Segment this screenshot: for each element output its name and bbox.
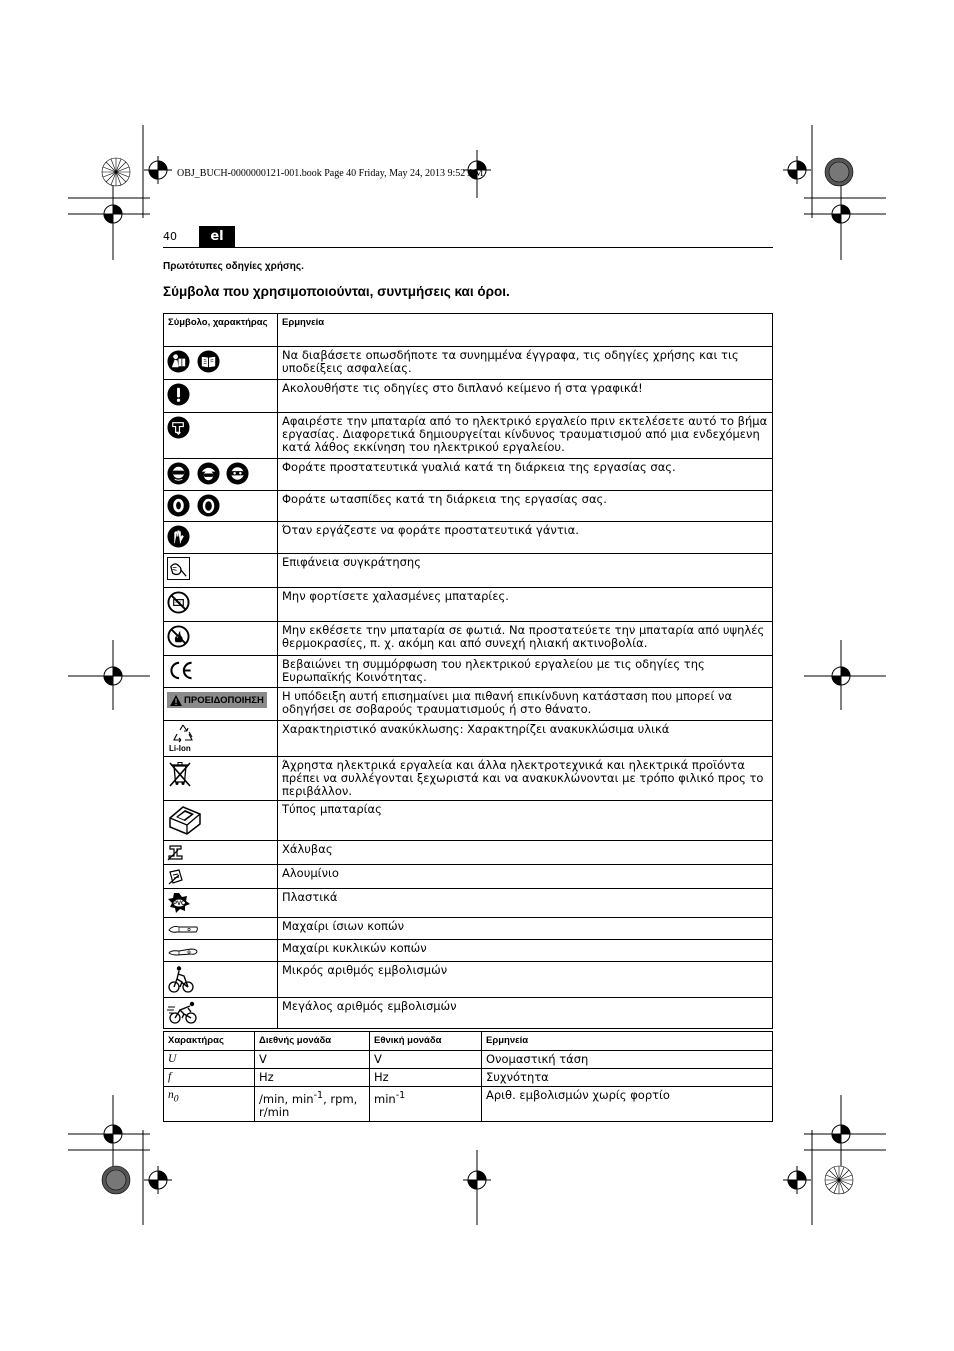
symbol-cell xyxy=(164,801,278,841)
symbol-cell xyxy=(164,347,278,380)
warning-badge xyxy=(167,692,267,708)
header-meaning: Ερμηνεία xyxy=(482,1032,773,1051)
meaning-cell: Χάλυβας xyxy=(278,841,773,865)
table-row xyxy=(164,522,773,554)
symbol-cell xyxy=(164,889,278,918)
meaning-cell: Όταν εργάζεστε να φοράτε προστατευτικά γάντια. xyxy=(278,522,773,554)
symbol-cell xyxy=(164,622,278,656)
symbol-table-header xyxy=(164,314,773,347)
table-row xyxy=(164,757,773,801)
open-book-icon xyxy=(197,350,220,373)
symbol-cell xyxy=(164,918,278,940)
gloves-icon xyxy=(167,525,190,548)
warning-badge-label: ΠΡΟΕΙΔΟΠΟΙΗΣΗ xyxy=(184,694,264,706)
plastic-icon xyxy=(167,892,191,914)
table-row xyxy=(164,413,773,459)
li-ion-label: Li-Ion xyxy=(169,744,191,753)
symbol-cell xyxy=(164,962,278,998)
unit-table-header xyxy=(164,1032,773,1051)
straight-knife-icon xyxy=(167,921,199,935)
intl-unit-sup: -1 xyxy=(313,1090,324,1101)
header-meaning: Ερμηνεία xyxy=(278,314,773,347)
crossed-bin-icon xyxy=(167,760,193,788)
symbol-cell: U xyxy=(164,1051,255,1069)
meaning-cell: Συχνότητα xyxy=(482,1069,773,1087)
meaning-cell: Ονομαστική τάση xyxy=(482,1051,773,1069)
warning-triangle-icon xyxy=(170,695,182,706)
meaning-cell: Η υπόδειξη αυτή επισημαίνει μια πιθανή επικίνδυνη κατάσταση που μπορεί να οδηγήσει σε σοβαρούς τραυματισμούς ή στο θάνατο. xyxy=(278,688,773,721)
intl-unit-text-post: , rpm, r/min xyxy=(259,1091,358,1119)
table-row xyxy=(164,998,773,1029)
symbol-cell xyxy=(164,757,278,801)
header-national-unit: Εθνική μονάδα xyxy=(370,1032,482,1051)
ear-protection-icon xyxy=(167,494,190,517)
language-tag: el xyxy=(199,226,235,247)
intl-unit-cell: Hz xyxy=(255,1069,370,1087)
curved-knife-icon xyxy=(167,943,199,957)
table-row xyxy=(164,841,773,865)
national-unit-sup: -1 xyxy=(395,1090,406,1101)
symbol-cell xyxy=(164,413,278,459)
table-row xyxy=(164,918,773,940)
meaning-cell: Μαχαίρι κυκλικών κοπών xyxy=(278,940,773,962)
table-row xyxy=(164,459,773,491)
document-subtitle: Πρωτότυπες οδηγίες χρήσης. xyxy=(163,261,304,272)
intl-unit-text: /min, min xyxy=(259,1091,314,1106)
symbol-cell xyxy=(164,688,278,721)
meaning-cell: Να διαβάσετε οπωσδήποτε τα συνημμένα έγγραφα, τις οδηγίες χρήσης και τις υποδείξεις ασφαλείας. xyxy=(278,347,773,380)
read-manual-icon xyxy=(167,350,190,373)
battery-type-icon xyxy=(167,804,203,836)
symbol-cell xyxy=(164,721,278,757)
table-row xyxy=(164,380,773,413)
safety-glasses-icon xyxy=(167,462,190,485)
table-row xyxy=(164,865,773,889)
symbol-cell xyxy=(164,554,278,588)
table-row xyxy=(164,1087,773,1122)
meaning-cell: Αφαιρέστε την μπαταρία από το ηλεκτρικό εργαλείο πριν εκτελέσετε αυτό το βήμα εργασίας. Διαφορετικά δημιουργείται κίνδυνος τραυματισμού από μια ενδεχόμενη κατά λάθος εκκίνηση του ηλεκτρικού εργαλείου. xyxy=(278,413,773,459)
table-row xyxy=(164,940,773,962)
table-row xyxy=(164,1051,773,1069)
table-row xyxy=(164,801,773,841)
table-row xyxy=(164,622,773,656)
grip-surface-icon xyxy=(167,557,190,580)
national-unit-cell: Hz xyxy=(370,1069,482,1087)
symbol-cell xyxy=(164,940,278,962)
meaning-cell: Αλουμίνιο xyxy=(278,865,773,889)
meaning-cell: Ακολουθήστε τις οδηγίες στο διπλανό κείμενο ή στα γραφικά! xyxy=(278,380,773,413)
table-row xyxy=(164,554,773,588)
helmet-goggles-icon xyxy=(197,462,220,485)
section-title: Σύμβολα που χρησιμοποιούνται, συντμήσεις και όροι. xyxy=(163,284,510,299)
meaning-cell: Άχρηστα ηλεκτρικά εργαλεία και άλλα ηλεκτροτεχνικά και ηλεκτρικά προϊόντα πρέπει να συλλέγονται ξεχωριστά και να ανακυκλώνονται με τρόπο φιλικό προς το περιβάλλον. xyxy=(278,757,773,801)
symbol-cell xyxy=(164,459,278,491)
symbol-cell xyxy=(164,1087,255,1122)
remove-battery-icon xyxy=(167,416,190,439)
meaning-cell: Πλαστικά xyxy=(278,889,773,918)
meaning-cell: Επιφάνεια συγκράτησης xyxy=(278,554,773,588)
meaning-cell: Μην φορτίσετε χαλασμένες μπαταρίες. xyxy=(278,588,773,622)
header-character: Χαρακτήρας xyxy=(164,1032,255,1051)
recycle-icon xyxy=(171,723,195,743)
header-intl-unit: Διεθνής μονάδα xyxy=(255,1032,370,1051)
symbol-cell xyxy=(164,656,278,688)
meaning-cell: Φοράτε προστατευτικά γυαλιά κατά τη διάρκεια της εργασίας σας. xyxy=(278,459,773,491)
national-unit-cell: V xyxy=(370,1051,482,1069)
pvc-label: PVC xyxy=(173,901,186,907)
table-row xyxy=(164,688,773,721)
table-row xyxy=(164,889,773,918)
symbol-cell xyxy=(164,380,278,413)
ear-muffs-icon xyxy=(197,494,220,517)
goggles-icon xyxy=(226,462,249,485)
meaning-cell: Μαχαίρι ίσιων κοπών xyxy=(278,918,773,940)
high-stroke-cyclist-icon xyxy=(167,1001,199,1025)
table-row xyxy=(164,347,773,380)
aluminium-icon xyxy=(167,868,185,885)
page-bar xyxy=(163,226,773,248)
table-row xyxy=(164,656,773,688)
meaning-cell: Τύπος μπαταρίας xyxy=(278,801,773,841)
symbol-cell xyxy=(164,865,278,889)
unit-table xyxy=(163,1031,773,1122)
meaning-cell: Βεβαιώνει τη συμμόρφωση του ηλεκτρικού εργαλείου με τις οδηγίες της Ευρωπαϊκής Κοινότητας. xyxy=(278,656,773,688)
intl-unit-cell: V xyxy=(255,1051,370,1069)
exclamation-icon xyxy=(167,383,190,406)
symbol-cell xyxy=(164,491,278,522)
symbol-cell xyxy=(164,588,278,622)
ce-mark-icon xyxy=(167,659,195,682)
meaning-cell: Μικρός αριθμός εμβολισμών xyxy=(278,962,773,998)
meaning-cell: Φοράτε ωτασπίδες κατά τη διάρκεια της εργασίας σας. xyxy=(278,491,773,522)
no-fire-icon xyxy=(167,625,190,648)
intl-unit-cell xyxy=(255,1087,370,1122)
table-row xyxy=(164,491,773,522)
symbol-cell xyxy=(164,841,278,865)
table-row xyxy=(164,962,773,998)
national-unit-cell xyxy=(370,1087,482,1122)
meaning-cell: Μην εκθέσετε την μπαταρία σε φωτιά. Να προστατεύετε την μπαταρία από υψηλές θερμοκρασίες, π. χ. ακόμη και από συνεχή ηλιακή ακτινοβολία. xyxy=(278,622,773,656)
symbol-cell xyxy=(164,998,278,1029)
low-stroke-cyclist-icon xyxy=(167,965,195,994)
table-row xyxy=(164,721,773,757)
meaning-cell: Αριθ. εμβολισμών χωρίς φορτίο xyxy=(482,1087,773,1122)
meaning-cell: Χαρακτηριστικό ανακύκλωσης: Χαρακτηρίζει ανακυκλώσιμα υλικά xyxy=(278,721,773,757)
symbol-n: n xyxy=(168,1089,174,1101)
header-symbol: Σύμβολο, χαρακτήρας xyxy=(164,314,278,347)
steel-icon xyxy=(167,844,185,861)
table-row xyxy=(164,588,773,622)
symbol-cell: f xyxy=(164,1069,255,1087)
symbol-subscript: 0 xyxy=(173,1093,179,1105)
meaning-cell: Μεγάλος αριθμός εμβολισμών xyxy=(278,998,773,1029)
symbol-cell xyxy=(164,522,278,554)
national-unit-text: min xyxy=(374,1091,396,1106)
no-damaged-battery-icon xyxy=(167,591,190,614)
page-number: 40 xyxy=(163,230,177,243)
print-header: OBJ_BUCH-0000000121-001.book Page 40 Friday, May 24, 2013 9:52 AM xyxy=(177,168,484,179)
symbol-table xyxy=(163,313,773,1029)
table-row xyxy=(164,1069,773,1087)
